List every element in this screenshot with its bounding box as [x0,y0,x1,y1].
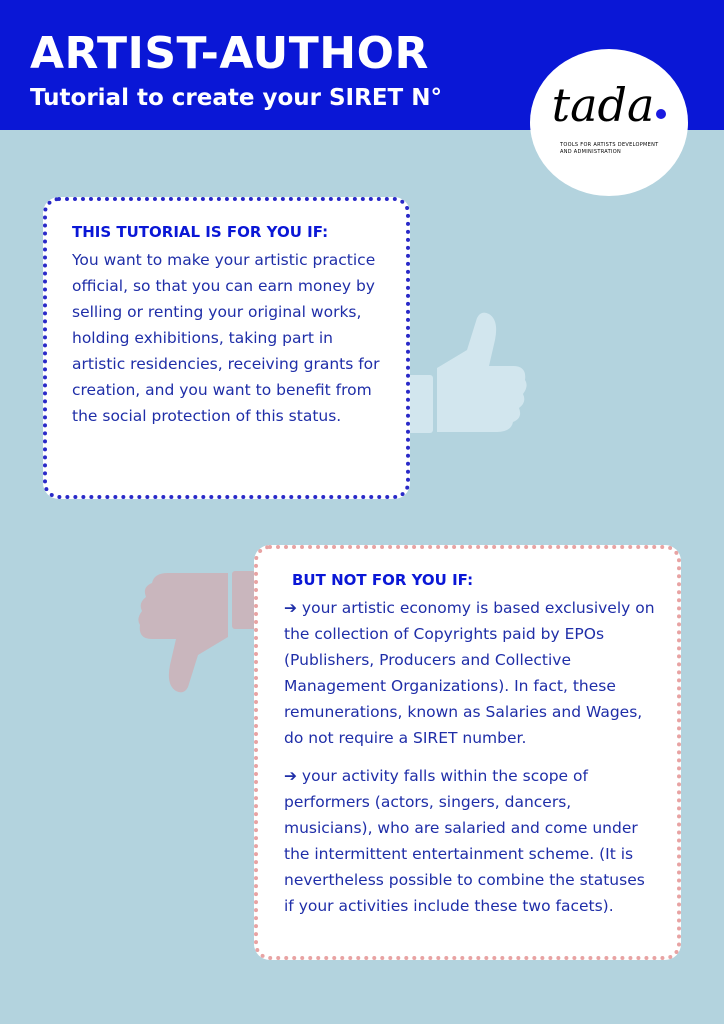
logo-wordmark [530,77,688,133]
tada-logo [530,49,688,196]
page-title: ARTIST-AUTHOR [30,28,429,79]
logo-word-text: tada [551,78,655,132]
thumbs-up-icon [395,310,530,440]
thumbs-down-icon [135,565,270,695]
logo-tagline: TOOLS FOR ARTISTS DEVELOPMENT AND ADMINISTRATION [560,142,659,155]
logo-dot-icon [656,109,666,119]
for-you-heading: THIS TUTORIAL IS FOR YOU IF: [72,223,329,241]
not-for-you-item-performers: ➔ your activity falls within the scope of performers (actors, singers, dancers, musicians), who are salaried and come under the intermittent entertainment scheme. (It is nevertheless possible to combine the statuses if your activities include these two facets). [284,767,645,915]
for-you-text: You want to make your artistic practice official, so that you can earn money by selling or renting your original works, holding exhibitions, taking part in artistic residencies, receiving grants for creation, and you want to benefit from the social protection of this status. [72,251,380,425]
not-for-you-card [254,545,681,960]
for-you-card [43,197,410,499]
not-for-you-heading: BUT NOT FOR YOU IF: [292,571,474,589]
page-subtitle: Tutorial to create your SIRET N° [30,85,442,111]
not-for-you-item-copyrights: ➔ your artistic economy is based exclusively on the collection of Copyrights paid by EPOs (Publishers, Producers and Collective Management Organizations). In fact, these remunerations, known as Salaries and Wages, do not require a SIRET number. [284,599,655,747]
